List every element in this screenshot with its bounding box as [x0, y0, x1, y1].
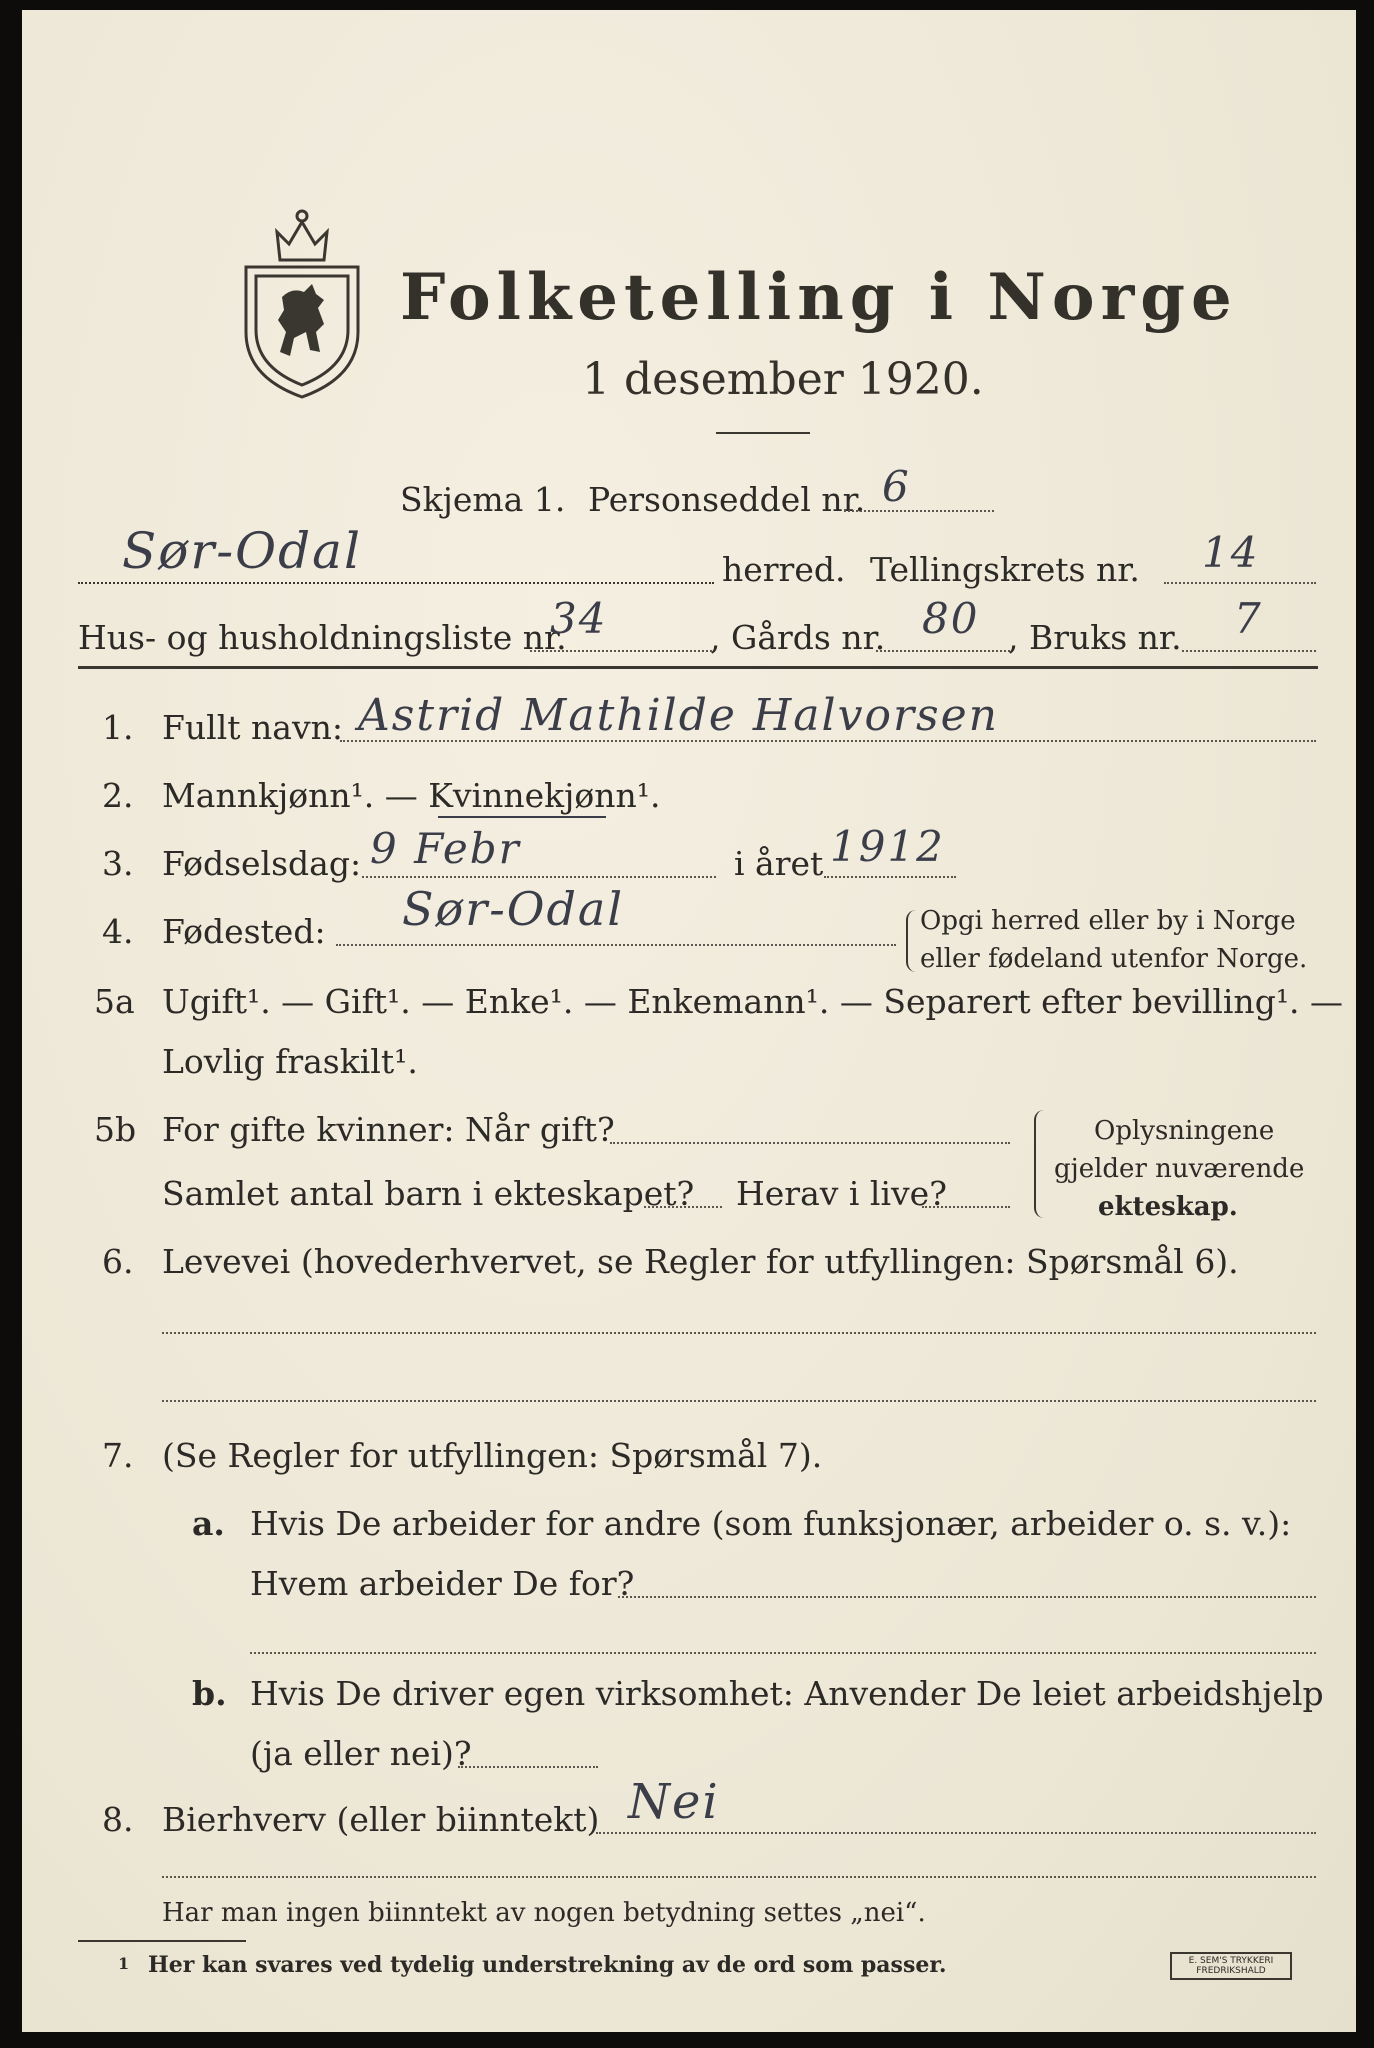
birthday-field[interactable] [362, 876, 716, 878]
q7a-line1: Hvis De arbeider for andre (som funksjonær, arbeider o. s. v.): [250, 1504, 1292, 1543]
herred-label: herred. [722, 550, 846, 589]
bruks-field[interactable] [1182, 650, 1316, 652]
married-when-field[interactable] [610, 1142, 1010, 1144]
q4-note-line2: eller fødeland utenfor Norge. [920, 944, 1308, 974]
q5b-alive-label: Herav i live? [736, 1174, 947, 1213]
q5b-number: 5b [94, 1110, 137, 1149]
birthplace-field[interactable] [336, 944, 896, 946]
q5b-note-brace [1034, 1110, 1046, 1218]
tellingskrets-value: 14 [1202, 528, 1260, 577]
q7b-line1: Hvis De driver egen virksomhet: Anvender De leiet arbeidshjelp [250, 1674, 1324, 1713]
q7b-line2: (ja eller nei)? [250, 1734, 472, 1773]
birth-year-field[interactable] [824, 876, 956, 878]
side-income-field-2[interactable] [162, 1876, 1316, 1878]
q5b-note-line1: Oplysningene [1094, 1116, 1275, 1146]
kvinnekjonn-underline [438, 816, 606, 818]
q1-label: Fullt navn: [162, 708, 343, 747]
husholdningsliste-field[interactable] [530, 650, 712, 652]
birth-year-value: 1912 [830, 822, 945, 871]
employer-field-1[interactable] [618, 1596, 1316, 1598]
q6-label: Levevei (hovederhvervet, se Regler for utfyllingen: Spørsmål 6). [162, 1242, 1239, 1281]
personseddel-field[interactable] [844, 510, 994, 512]
title-divider [716, 432, 810, 434]
gards-value: 80 [922, 594, 980, 643]
personseddel-label: Personseddel nr. [588, 480, 866, 519]
children-total-field[interactable] [644, 1206, 722, 1208]
form-title: Folketelling i Norge [400, 260, 1238, 335]
gards-label: , Gårds nr. [710, 618, 886, 657]
q4-note-line1: Opgi herred eller by i Norge [920, 906, 1296, 936]
herred-field[interactable] [78, 582, 714, 584]
q7b-letter: b. [192, 1674, 227, 1713]
census-date: 1 desember 1920. [582, 354, 984, 405]
q5b-note-line2: gjelder nuværende [1054, 1154, 1305, 1184]
personseddel-value: 6 [882, 462, 911, 511]
census-form-page [22, 10, 1356, 2032]
q5b-children-label: Samlet antal barn i ekteskapet? [162, 1174, 695, 1213]
tellingskrets-field[interactable] [1164, 582, 1316, 584]
q1-number: 1. [102, 708, 134, 747]
husholdningsliste-label: Hus- og husholdningsliste nr. [78, 618, 567, 657]
q5a-number: 5a [94, 982, 135, 1021]
footnote-mark: 1 [118, 1954, 130, 1973]
norway-coat-of-arms-icon [232, 192, 372, 402]
q8-label: Bierhverv (eller biinntekt) [162, 1800, 600, 1839]
q7a-employer-label: Hvem arbeider De for? [250, 1564, 635, 1603]
q7-label: (Se Regler for utfyllingen: Spørsmål 7). [162, 1436, 823, 1475]
footer-note: Har man ingen biinntekt av nogen betydning settes „nei“. [162, 1898, 926, 1928]
q2-gender-options[interactable]: Mannkjønn¹. — Kvinnekjønn¹. [162, 776, 661, 815]
side-income-field-1[interactable] [596, 1832, 1316, 1834]
q5a-status-options[interactable]: Ugift¹. — Gift¹. — Enke¹. — Enkemann¹. — Separert efter bevilling¹. — [162, 982, 1344, 1021]
bruks-label: , Bruks nr. [1008, 618, 1182, 657]
q5b-note-line3: ekteskap. [1098, 1192, 1238, 1222]
gards-field[interactable] [876, 650, 1010, 652]
footnote-divider [78, 1940, 246, 1942]
children-alive-field[interactable] [922, 1206, 1010, 1208]
q2-number: 2. [102, 776, 134, 815]
footnote-text: Her kan svares ved tydelig understrekning av de ord som passer. [148, 1952, 947, 1978]
husholdningsliste-value: 34 [550, 594, 608, 643]
q3-number: 3. [102, 844, 134, 883]
birthday-value: 9 Febr [370, 824, 521, 873]
employer-field-2[interactable] [250, 1652, 1316, 1654]
birthplace-value: Sør-Odal [402, 882, 625, 936]
q3-label: Fødselsdag: [162, 844, 362, 883]
q7-number: 7. [102, 1436, 134, 1475]
q4-label: Fødested: [162, 912, 326, 951]
tellingskrets-label: Tellingskrets nr. [870, 550, 1140, 589]
skjema-label: Skjema 1. [400, 480, 566, 519]
herred-value: Sør-Odal [122, 522, 362, 580]
occupation-field-2[interactable] [162, 1400, 1316, 1402]
q6-number: 6. [102, 1242, 134, 1281]
birth-year-label: i året [734, 844, 824, 883]
q5a-status-options-cont[interactable]: Lovlig fraskilt¹. [162, 1042, 418, 1081]
full-name-value: Astrid Mathilde Halvorsen [358, 690, 999, 741]
q7a-letter: a. [192, 1504, 225, 1543]
q8-number: 8. [102, 1800, 134, 1839]
q5b-married-when-label: For gifte kvinner: Når gift? [162, 1110, 615, 1149]
q4-number: 4. [102, 912, 134, 951]
occupation-field-1[interactable] [162, 1332, 1316, 1334]
printer-stamp: E. SEM'S TRYKKERI FREDRIKSHALD [1170, 1952, 1292, 1980]
q4-note-brace [906, 910, 918, 972]
bruks-value: 7 [1234, 594, 1263, 643]
side-income-value: Nei [628, 1774, 720, 1830]
header-divider [78, 666, 1318, 669]
hired-help-field[interactable] [458, 1766, 598, 1768]
